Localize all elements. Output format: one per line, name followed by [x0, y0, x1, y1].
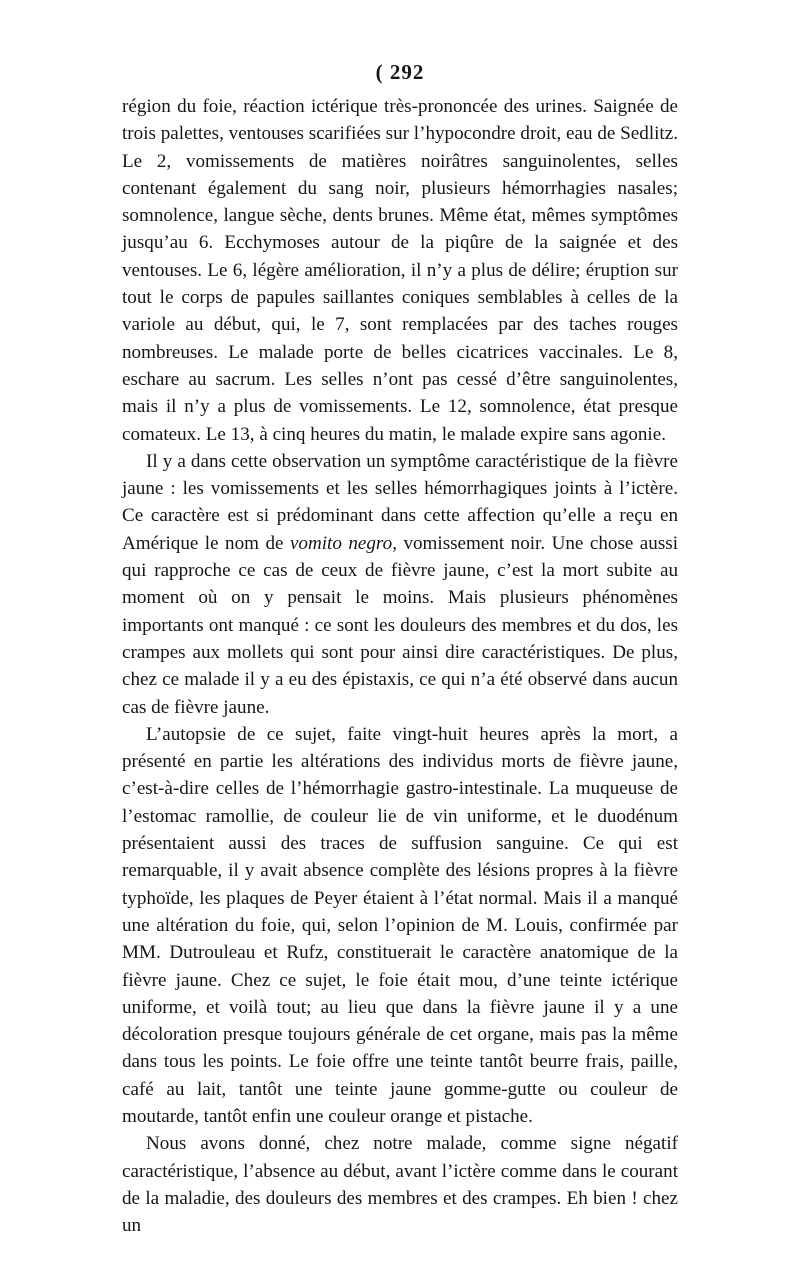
page-number: ( 292	[375, 60, 425, 84]
paragraph-4-text: Nous avons donné, chez notre malade, comme signe négatif caractéristique, l’absence au début, avant l’ictère comme dans le courant de la maladie, des douleurs des membres et des crampes. Eh bien ! chez un	[122, 1133, 678, 1237]
paragraph-1	[122, 93, 678, 448]
paragraph-2	[122, 448, 678, 721]
paragraph-1-text: région du foie, réaction ictérique très-prononcée des urines. Saignée de trois palettes, ventouses scarifiées sur l’hypocondre droit, eau de Sedlitz. Le 2, vomissements de matières noirâtres sanguinolentes, selles contenant également du sang noir, plusieurs hémorrhagies nasales; somnolence, langue sèche, dents brunes. Même état, mêmes symptômes jusqu’au 6. Ecchymoses autour de la piqûre de la saignée et des ventouses. Le 6, légère amélioration, il n’y a plus de délire; éruption sur tout le corps de papules saillantes coniques semblables à celles de la variole au début, qui, le 7, sont remplacées par des taches rouges nombreuses. Le malade porte de belles cicatrices vaccinales. Le 8, eschare au sacrum. Les selles n’ont pas cessé d’être sanguinolentes, mais il n’y a plus de vomissements. Le 12, somnolence, état presque comateux. Le 13, à cinq heures du matin, le malade expire sans agonie.	[122, 96, 678, 445]
paragraph-3-text: L’autopsie de ce sujet, faite vingt-huit heures après la mort, a présenté en partie les altérations des individus morts de fièvre jaune, c’est-à-dire celles de l’hémorrhagie gastro-intestinale. La muqueuse de l’estomac ramollie, de couleur lie de vin uniforme, et le duodénum présentaient aussi des traces de suffusion sanguine. Ce qui est remarquable, il y avait absence complète des lésions propres à la fièvre typhoïde, les plaques de Peyer étaient à l’état normal. Mais il a manqué une altération du foie, qui, selon l’opinion de M. Louis, confirmée par MM. Dutrouleau et Rufz, constituerait le caractère anatomique de la fièvre jaune. Chez ce sujet, le foie était mou, d’une teinte ictérique uniforme, et voilà tout; au lieu que dans la fièvre jaune il y a une décoloration presque toujours générale de cet organe, mais pas la même dans tous les points. Le foie offre une teinte tantôt beurre frais, paille, café au lait, tantôt une teinte jaune gomme-gutte ou couleur de moutarde, tantôt enfin une couleur orange et pistache.	[122, 723, 678, 1127]
body-text	[122, 93, 678, 1239]
paragraph-2-italic-term: vomito negro	[289, 532, 393, 554]
paragraph-3	[122, 721, 678, 1130]
paragraph-4	[122, 1130, 678, 1239]
paragraph-2-text-b: , vomissement noir. Une chose aussi qui rapproche ce cas de ceux de fièvre jaune, c’est la mort subite au moment où on y pensait le moins. Mais plusieurs phénomènes importants ont manqué : ce sont les douleurs des membres et du dos, les crampes aux mollets qui sont pour ainsi dire caractéristiques. De plus, chez ce malade il y a eu des épistaxis, ce qui n’a été observé dans aucun cas de fièvre jaune.	[122, 532, 678, 718]
paragraph-2-text-a: Il y a dans cette observation un symptôme caractéristique de la fièvre jaune : les vomissements et les selles hémorrhagiques joints à l’ictère. Ce caractère est si prédominant dans cette affection qu’elle a reçu en Amérique le nom de	[122, 450, 678, 554]
